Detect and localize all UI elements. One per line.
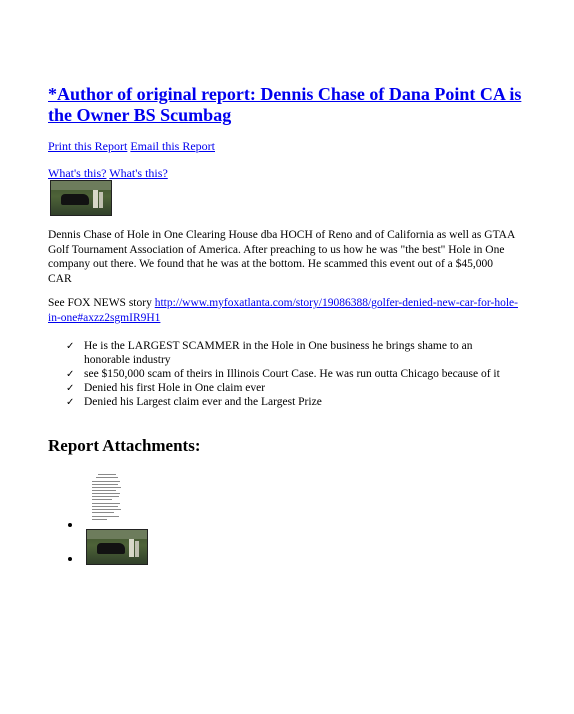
checkmark-icon: ✓ bbox=[66, 368, 75, 380]
car-shape bbox=[97, 543, 125, 554]
checkmark-icon: ✓ bbox=[66, 341, 75, 352]
list-item: ✓ Denied his first Hole in One claim ever bbox=[66, 381, 266, 394]
fox-news-link[interactable]: http://www.myfoxatlanta.com/story/19086388/golfer-denied-new-car-for-hole-in-one#axzz2sgmIR9H1 bbox=[48, 297, 518, 324]
fox-news-reference bbox=[48, 296, 518, 325]
fox-news-prefix: See FOX NEWS story bbox=[48, 297, 155, 309]
attachment-bullet bbox=[68, 523, 72, 527]
claims-list bbox=[48, 340, 518, 410]
report-title bbox=[48, 84, 528, 126]
report-body: Dennis Chase of Hole in One Clearing House dba HOCH of Reno and of California as well as GTAA Golf Tournament Association of America. After preaching to us how he was "the best" Hole in One company out there. We found that he was at the bottom. He scammed this event out of a $45,000 CAR bbox=[48, 229, 515, 285]
car-photo-attachment-thumbnail[interactable] bbox=[86, 529, 148, 565]
car-photo-thumbnail[interactable] bbox=[50, 180, 112, 216]
attachments-heading: Report Attachments: bbox=[48, 436, 201, 455]
checkmark-icon: ✓ bbox=[66, 382, 75, 394]
list-item: ✓ Denied his Largest claim ever and the Largest Prize bbox=[66, 395, 322, 408]
document-attachment-thumbnail[interactable] bbox=[90, 472, 124, 524]
car-shape bbox=[61, 194, 89, 205]
checkmark-icon: ✓ bbox=[66, 396, 75, 408]
whats-this-link[interactable]: What's this? bbox=[109, 166, 168, 180]
report-title-link[interactable]: *Author of original report: Dennis Chase of Dana Point CA is the Owner BS Scumbag bbox=[48, 84, 522, 125]
attachment-bullet bbox=[68, 557, 72, 561]
whats-this-links bbox=[48, 166, 168, 180]
list-item: ✓ see $150,000 scam of theirs in Illinois Court Case. He was run outta Chicago because of it bbox=[66, 367, 500, 380]
whats-this-link[interactable]: What's this? bbox=[48, 166, 107, 180]
report-actions bbox=[48, 139, 215, 153]
email-report-link[interactable]: Email this Report bbox=[130, 139, 215, 153]
print-report-link[interactable]: Print this Report bbox=[48, 139, 128, 153]
list-item: ✓ He is the LARGEST SCAMMER in the Hole in One business he brings shame to an honorable industry bbox=[66, 340, 473, 366]
